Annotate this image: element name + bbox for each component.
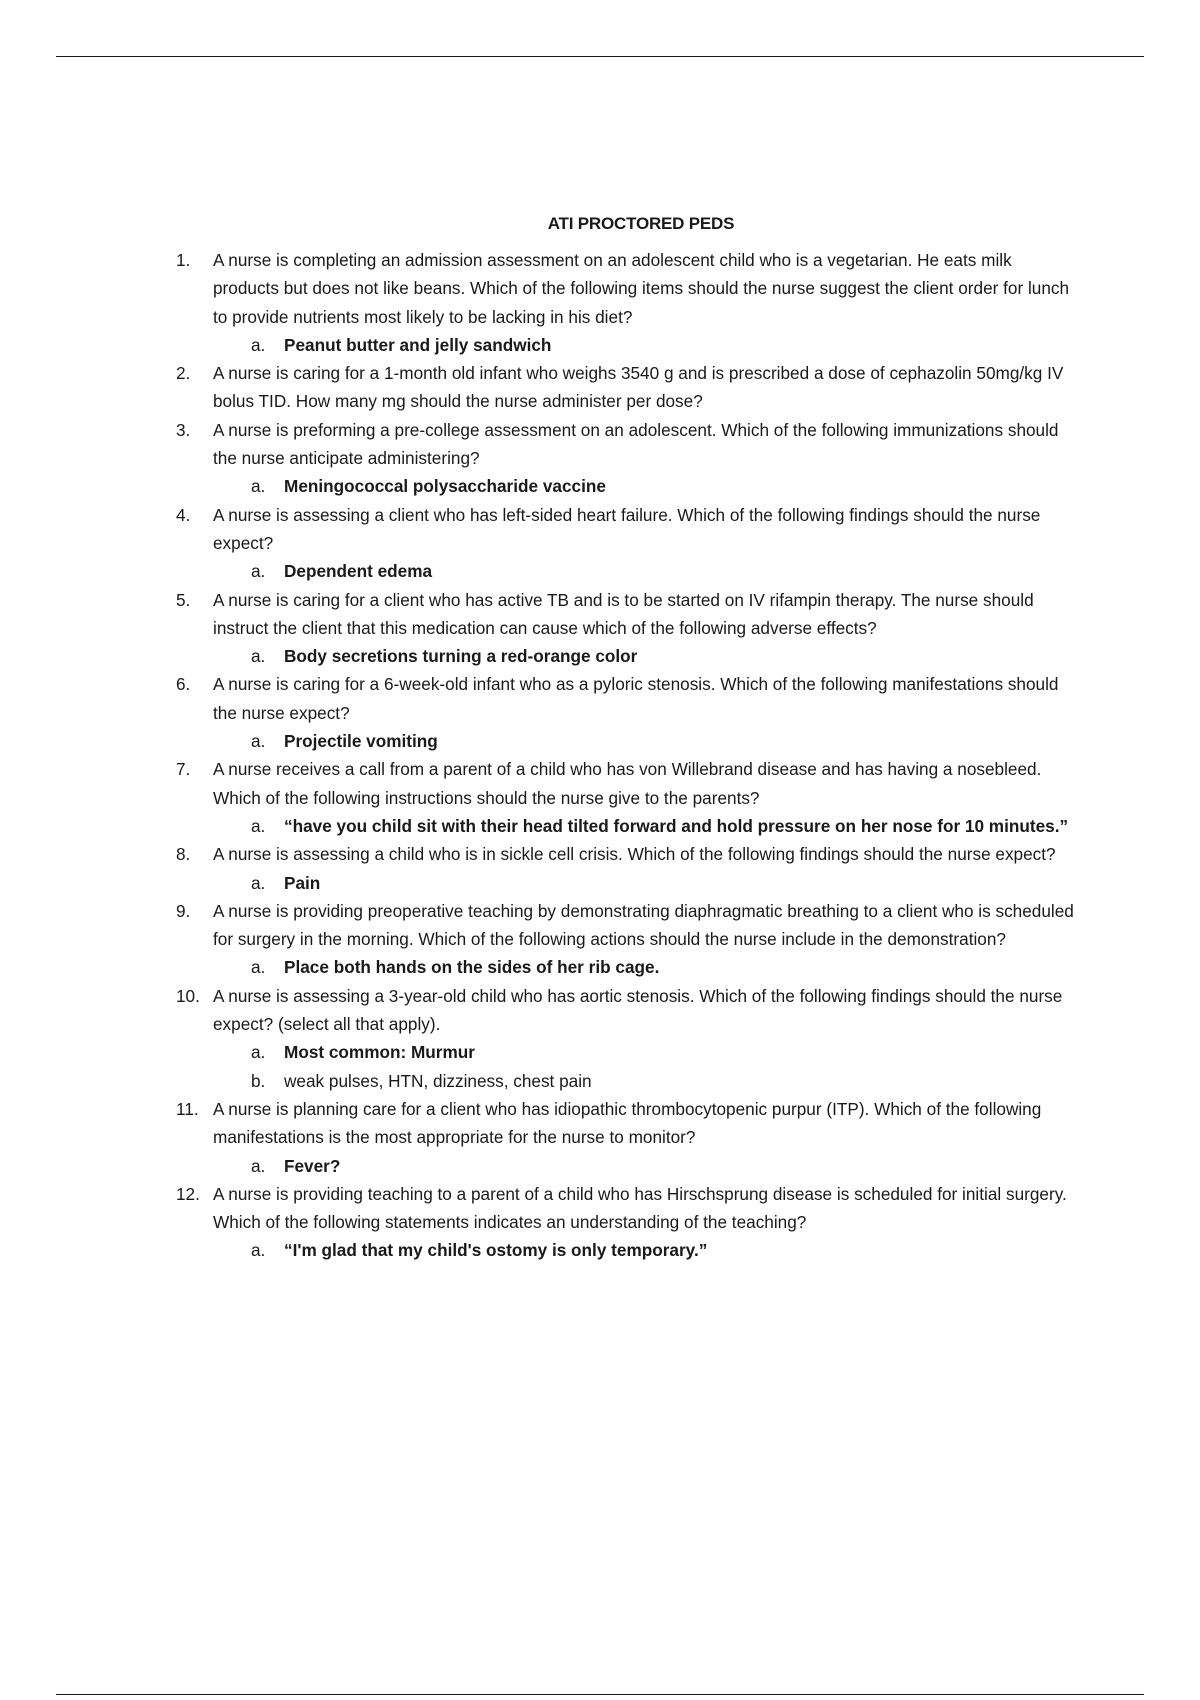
document-title: ATI PROCTORED PEDS (547, 214, 735, 233)
answer-list (213, 642, 1076, 670)
question-item (176, 840, 1076, 897)
answer-letter: a. (251, 1042, 266, 1063)
document-body (176, 214, 1076, 1265)
answer-text: Meningococcal polysaccharide vaccine (284, 476, 606, 497)
question-item (176, 246, 1076, 359)
question-body (213, 670, 1076, 755)
question-text: A nurse is caring for a 1-month old infant who weighs 3540 g and is prescribed a dose of cephazolin 50mg/kg IV bolus TID. How many mg should the nurse administer per dose? (213, 363, 1064, 412)
answer-item (251, 472, 1076, 500)
question-text: A nurse is preforming a pre-college assessment on an adolescent. Which of the following immunizations should the nurse anticipate administering? (213, 419, 1059, 469)
question-text: A nurse is providing teaching to a parent of a child who has Hirschsprung disease is scheduled for initial surgery. Which of the following statements indicates an understanding of the teaching? (213, 1183, 1067, 1233)
answer-item (251, 812, 1076, 840)
answer-letter: a. (251, 561, 266, 582)
question-text: A nurse is assessing a 3-year-old child who has aortic stenosis. Which of the following findings should the nurse expect? (select all that apply). (213, 985, 1063, 1035)
answer-item (251, 557, 1076, 585)
answer-item (251, 727, 1076, 755)
question-item (176, 359, 1076, 416)
answer-letter: a. (251, 334, 266, 355)
answer-text: weak pulses, HTN, dizziness, chest pain (284, 1070, 592, 1091)
answer-list (213, 869, 1076, 897)
answer-letter: a. (251, 1240, 266, 1261)
question-item (176, 897, 1076, 982)
question-text: A nurse is planning care for a client who has idiopathic thrombocytopenic purpur (ITP). Which of the following manifestations is the most appropriate for the nurse to monitor? (213, 1098, 1042, 1148)
answer-text: Dependent edema (284, 561, 433, 582)
answer-text: Pain (284, 872, 321, 893)
question-text: A nurse is assessing a client who has left-sided heart failure. Which of the following findings should the nurse expect? (213, 504, 1041, 553)
question-number: 7. (176, 759, 191, 780)
question-item (176, 670, 1076, 755)
answer-list (213, 812, 1076, 840)
answer-letter: a. (251, 646, 266, 667)
answer-list (213, 331, 1076, 359)
question-list (176, 246, 1076, 1265)
question-number: 9. (176, 900, 191, 921)
question-item (176, 1180, 1076, 1265)
question-text: A nurse is assessing a child who is in sickle cell crisis. Which of the following findings should the nurse expect? (213, 844, 1056, 865)
question-number: 6. (176, 674, 191, 695)
question-body (213, 897, 1076, 982)
answer-text: Peanut butter and jelly sandwich (284, 334, 552, 355)
answer-letter: a. (251, 872, 266, 893)
answer-list (213, 557, 1076, 585)
answer-list (213, 727, 1076, 755)
question-body (213, 246, 1076, 359)
answer-item (251, 1038, 1076, 1066)
question-number: 2. (176, 363, 191, 384)
answer-item (251, 1236, 1076, 1264)
question-number: 5. (176, 589, 191, 610)
answer-text: Place both hands on the sides of her rib cage. (284, 957, 660, 978)
answer-text: Projectile vomiting (284, 731, 438, 752)
answer-letter: a. (251, 731, 266, 752)
question-item (176, 1095, 1076, 1180)
question-text: A nurse is caring for a 6-week-old infant who as a pyloric stenosis. Which of the following manifestations should the nurse expect? (213, 674, 1059, 723)
answer-letter: a. (251, 476, 266, 497)
answer-item (251, 1152, 1076, 1180)
question-number: 12. (176, 1183, 200, 1204)
question-item (176, 982, 1076, 1095)
footer-rule (56, 1694, 1144, 1695)
question-body (213, 840, 1076, 897)
answer-item (251, 869, 1076, 897)
question-number: 10. (176, 985, 200, 1006)
question-body (213, 1180, 1076, 1265)
answer-item (251, 331, 1076, 359)
answer-list (213, 953, 1076, 981)
question-body (213, 501, 1076, 586)
question-number: 11. (176, 1098, 199, 1119)
question-body (213, 359, 1076, 416)
header-rule (56, 56, 1144, 57)
question-text: A nurse receives a call from a parent of a child who has von Willebrand disease and has having a nosebleed. Which of the following instructions should the nurse give to the parents? (213, 759, 1042, 808)
answer-text: “I'm glad that my child's ostomy is only temporary.” (284, 1240, 708, 1261)
answer-letter: b. (251, 1070, 266, 1091)
answer-text: Fever? (284, 1155, 341, 1176)
question-text: A nurse is caring for a client who has active TB and is to be started on IV rifampin therapy. The nurse should instruct the client that this medication can cause which of the following adverse effects? (213, 589, 1034, 638)
answer-text: Body secretions turning a red-orange color (284, 646, 638, 667)
question-item (176, 416, 1076, 501)
question-body (213, 586, 1076, 671)
question-body (213, 416, 1076, 501)
question-number: 8. (176, 844, 191, 865)
answer-letter: a. (251, 815, 266, 836)
answer-list (213, 1152, 1076, 1180)
answer-letter: a. (251, 957, 266, 978)
question-number: 1. (176, 250, 191, 270)
question-number: 4. (176, 504, 191, 525)
question-body (213, 755, 1076, 840)
question-text: A nurse is completing an admission assessment on an adolescent child who is a vegetarian. He eats milk products but does not like beans. Which of the following items should the nurse suggest the client order for lunch to provide nutrients most likely to be lacking in his diet? (213, 250, 1070, 327)
answer-text: Most common: Murmur (284, 1042, 475, 1063)
answer-item (251, 642, 1076, 670)
answer-item (251, 953, 1076, 981)
answer-item (251, 1067, 1076, 1095)
question-item (176, 755, 1076, 840)
answer-letter: a. (251, 1155, 266, 1176)
answer-list (213, 472, 1076, 500)
question-number: 3. (176, 419, 191, 440)
answer-list (213, 1236, 1076, 1264)
question-item (176, 501, 1076, 586)
answer-list (213, 1038, 1076, 1095)
question-body (213, 1095, 1076, 1180)
question-item (176, 586, 1076, 671)
question-text: A nurse is providing preoperative teaching by demonstrating diaphragmatic breathing to a client who is scheduled for surgery in the morning. Which of the following actions should the nurse include in the demonstration? (213, 900, 1074, 950)
answer-text: “have you child sit with their head tilted forward and hold pressure on her nose for 10 minutes.” (284, 815, 1069, 836)
question-body (213, 982, 1076, 1095)
